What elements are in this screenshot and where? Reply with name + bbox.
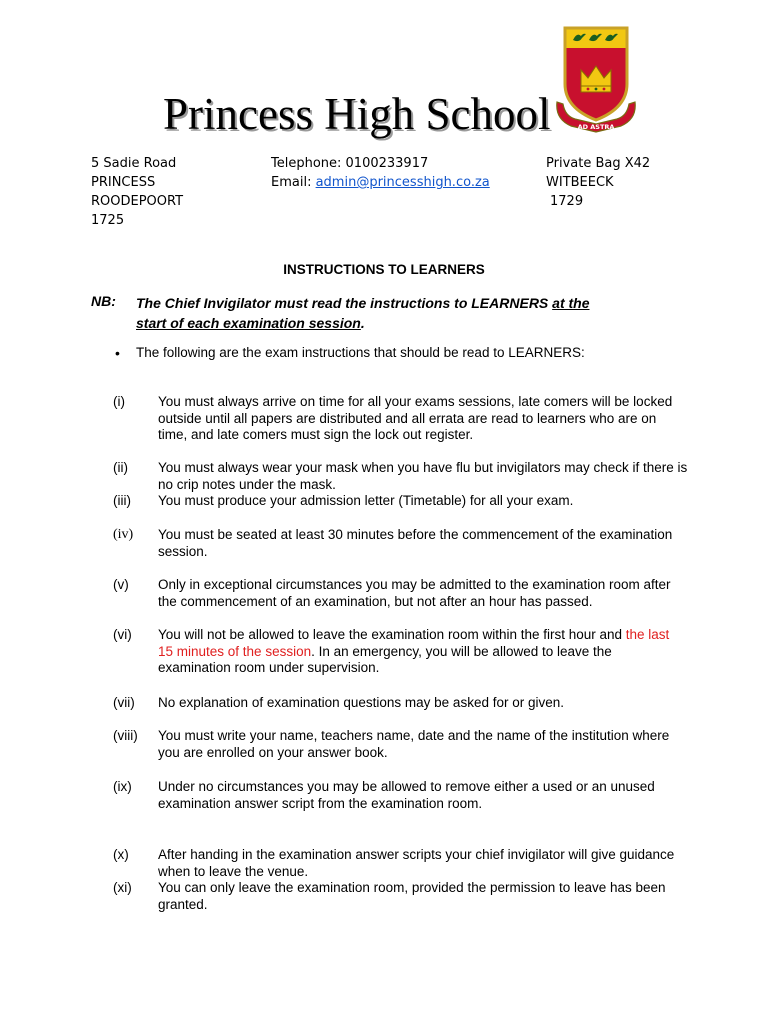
address-line: 1725 [91,213,125,228]
instruction-text: No explanation of examination questions may be asked for or given. [158,695,564,710]
nb-text-end: . [360,315,365,331]
nb-text-underlined: start of each examination session [136,315,361,331]
item-number: (xi) [113,880,132,895]
nb-text [136,293,616,333]
bullet-icon: • [115,345,120,361]
instruction-text: You must write your name, teachers name, date and the name of the institution where you are enrolled on your answer book. [158,728,670,760]
crest-motto: AD ASTRA [577,123,615,131]
instruction-text: Under no circumstances you may be allowed to remove either a used or an unused examination answer script from the examination room. [158,779,655,811]
nb-text-plain: The Chief Invigilator must read the instructions to LEARNERS [136,295,553,311]
instruction-text: You must always wear your mask when you have flu but invigilators may check if there is no crip notes under the mask. [158,460,688,492]
address-column-right [546,154,650,211]
contact-column [271,154,490,192]
item-number: (ii) [113,460,128,475]
instruction-text: You can only leave the examination room, provided the permission to leave has been granted. [158,880,666,912]
instruction-text-part: . In an emergency, you will be allowed to leave the examination room under supervision. [158,643,612,675]
nb-label: NB: [91,293,116,309]
instruction-text: After handing in the examination answer scripts your chief invigilator will give guidance when to leave the venue. [158,847,675,879]
address-line: Private Bag X42 [546,156,651,171]
intro-text: The following are the exam instructions that should be read to LEARNERS: [136,345,585,360]
item-number: (iii) [113,493,131,508]
instruction-text [158,627,688,677]
school-title: Princess High School [163,89,551,139]
item-number: (viii) [113,728,138,743]
item-number: (x) [113,847,129,862]
item-number: (v) [113,577,129,592]
page-heading: INSTRUCTIONS TO LEARNERS [283,262,485,277]
address-line: WITBEECK [546,175,614,190]
telephone: Telephone: 0100233917 [271,156,429,171]
instruction-text: Only in exceptional circumstances you may be admitted to the examination room after the commencement of an examination, but not after an hour has passed. [158,577,671,609]
item-number: (ix) [113,779,132,794]
instruction-text: You must produce your admission letter (Timetable) for all your exam. [158,493,574,508]
instruction-text: You must be seated at least 30 minutes before the commencement of the examination session. [158,527,673,559]
email-link[interactable]: admin@princesshigh.co.za [315,175,490,190]
instruction-text-highlight: the last 15 minutes of the session [158,627,670,659]
instruction-text: You must always arrive on time for all your exams sessions, late comers will be locked outside until all papers are distributed and all errata are read to learners who are on time, and late comers must sign the lock out register. [158,394,673,442]
address-line: PRINCESS [91,175,156,190]
item-number: (vi) [113,627,132,642]
school-crest-logo [551,24,641,136]
item-number: (vii) [113,695,135,710]
item-number: (i) [113,394,125,409]
address-line: ROODEPOORT [91,194,184,209]
address-line: 1729 [550,194,584,209]
item-number: (iv) [113,527,134,542]
email-label: Email: [271,175,316,190]
address-column-left [91,154,183,230]
email-line [271,173,490,192]
nb-text-underlined: at the [552,295,590,311]
address-line: 5 Sadie Road [91,156,177,171]
instruction-text-part: You will not be allowed to leave the examination room within the first hour and [158,627,626,642]
